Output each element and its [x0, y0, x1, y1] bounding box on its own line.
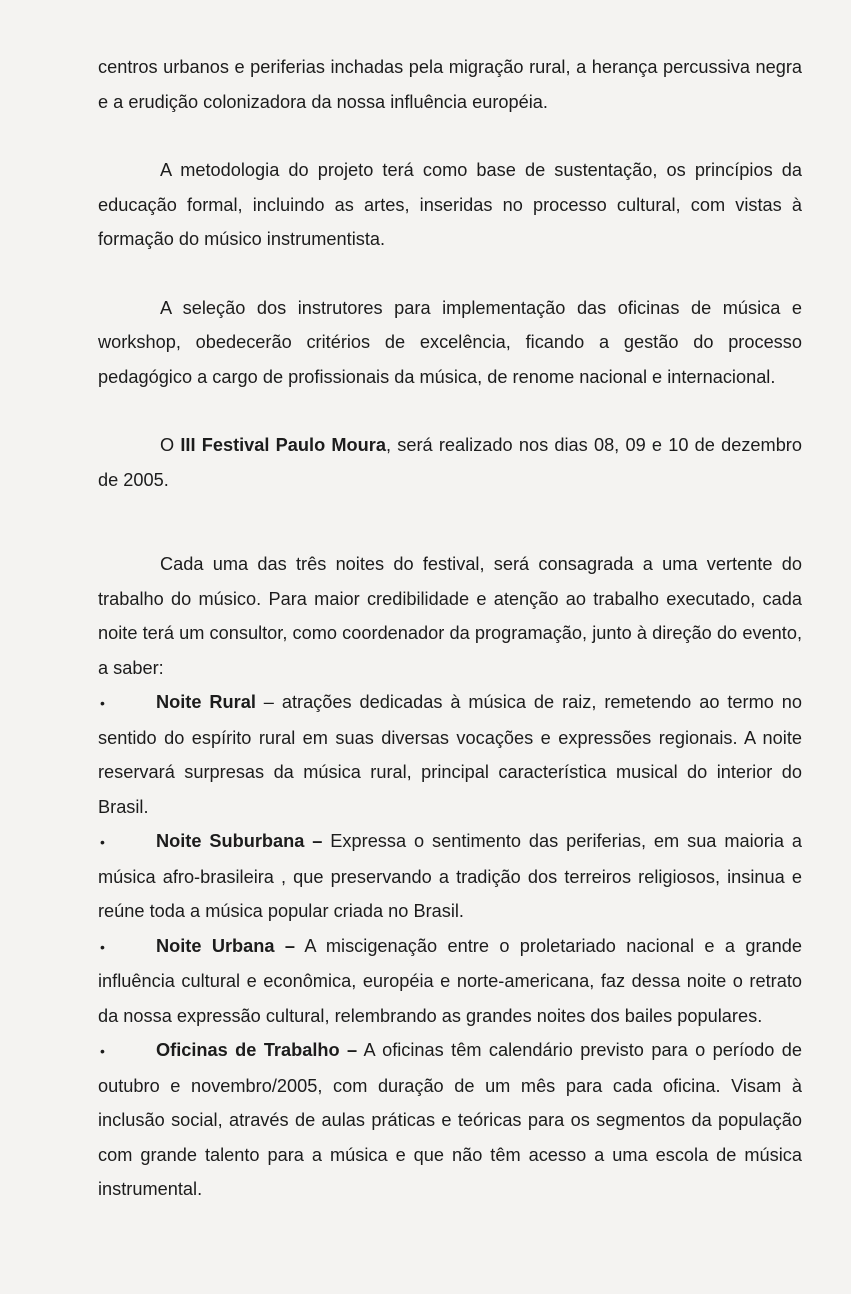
bullet-title: Noite Rural [156, 692, 256, 712]
paragraph-intro: centros urbanos e periferias inchadas pela migração rural, a herança percussiva negra e a erudição colonizadora da nossa influência européia. [98, 57, 802, 112]
bullet-icon [98, 685, 156, 721]
bullet-text: A oficinas têm calendário previsto para o período de outubro e novembro/2005, com duração de um mês para cada oficina. Visam à inclusão social, através de aulas práticas e teóricas para os segmentos da população com grande talento para a música e que não têm acesso a uma escola de música instrumental. [98, 1040, 802, 1199]
festival-prefix: O [160, 435, 181, 455]
bullet-text: A miscigenação entre o proletariado nacional e a grande influência cultural e econômica, européia e norte-americana, faz dessa noite o retrato da nossa expressão cultural, relembrando as grandes noites dos bailes populares. [98, 935, 802, 1026]
bullet-title: Noite Suburbana – [156, 831, 323, 851]
bullet-icon [98, 1033, 156, 1069]
bullet-oficinas [98, 1033, 802, 1207]
paragraph-festival [98, 428, 802, 497]
paragraph-selecao: A seleção dos instrutores para implementação das oficinas de música e workshop, obedecerão critérios de excelência, ficando a gestão do processo pedagógico a cargo de profissionais da música, de renome nacional e internacional. [98, 297, 802, 387]
bullet-noite-suburbana [98, 824, 802, 929]
bullet-title: Noite Urbana – [156, 935, 296, 956]
paragraph-metodologia: A metodologia do projeto terá como base de sustentação, os princípios da educação formal, incluindo as artes, inseridas no processo cultural, com vistas à formação do músico instrumentista. [98, 160, 802, 249]
bullet-icon [98, 824, 156, 860]
bullet-icon [98, 929, 156, 965]
festival-name: III Festival Paulo Moura [180, 435, 386, 455]
bullet-title: Oficinas de Trabalho – [156, 1040, 358, 1060]
bullet-text: Expressa o sentimento das periferias, em sua maioria a música afro-brasileira , que preservando a tradição dos terreiros religiosos, insinua e reúne toda a música popular criada no Brasil. [98, 831, 802, 921]
bullet-noite-rural [98, 685, 802, 824]
bullet-text: – atrações dedicadas à música de raiz, remetendo ao termo no sentido do espírito rural em suas diversas vocações e expressões regionais. A noite reservará surpresas da música rural, principal característica musical do interior do Brasil. [98, 692, 803, 817]
document-page [98, 50, 802, 1207]
bullet-noite-urbana [98, 929, 802, 1034]
festival-dates: , será realizado nos dias 08, 09 e 10 de dezembro de 2005. [98, 435, 802, 490]
paragraph-noites: Cada uma das três noites do festival, será consagrada a uma vertente do trabalho do músico. Para maior credibilidade e atenção ao trabalho executado, cada noite terá um consultor, como coordenador da programação, junto à direção do evento, a saber: [98, 554, 802, 678]
